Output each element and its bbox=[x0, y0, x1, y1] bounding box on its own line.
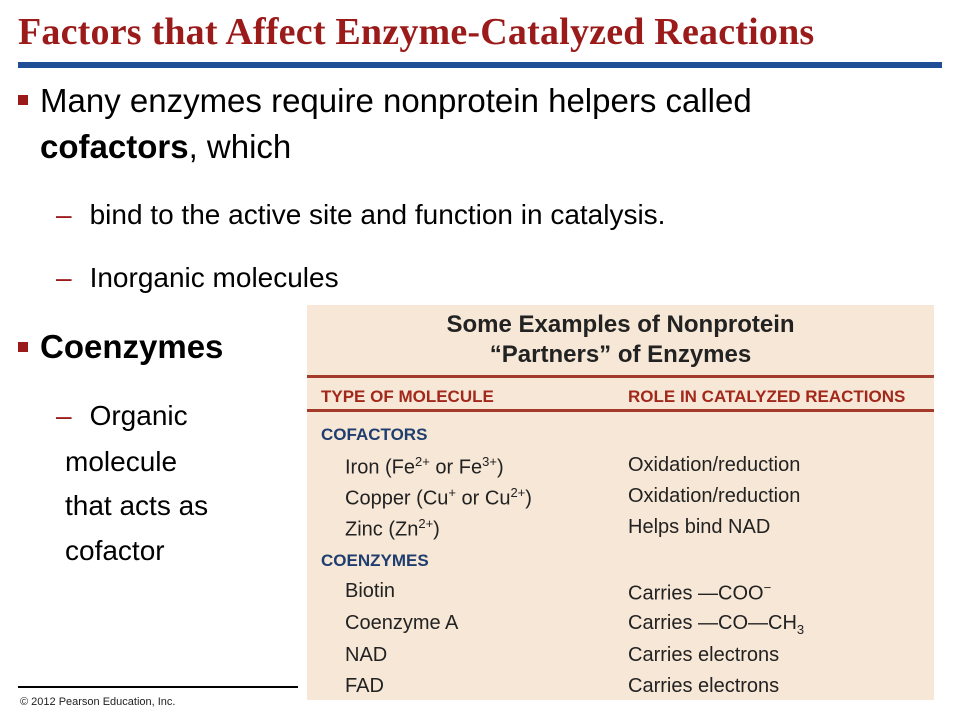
section-cofactors: COFACTORS bbox=[321, 425, 428, 444]
sub-bullet-text: bind to the active site and function in catalysis. bbox=[89, 199, 666, 230]
title-divider bbox=[18, 62, 942, 68]
sub-bullet-active-site bbox=[56, 199, 665, 231]
table-cell-molecule: Zinc $(Zn^{2+})$ bbox=[345, 516, 440, 541]
bullet-square-icon bbox=[18, 95, 28, 105]
table-title-line1: Some Examples of Nonprotein bbox=[446, 311, 795, 338]
sub-bullet-continuation: molecule bbox=[65, 446, 178, 477]
sub-bullet-continuation: cofactor bbox=[65, 535, 165, 566]
table-cell-role: Carries electrons bbox=[628, 644, 780, 666]
cofactors-rest: , which bbox=[188, 128, 292, 165]
table-cell-role: Carries electrons bbox=[628, 675, 780, 697]
copyright-footer: © 2012 Pearson Education, Inc. bbox=[20, 696, 176, 708]
table-title-line2: “Partners” of Enzymes bbox=[489, 341, 752, 368]
table-cell-role: Helps bind NAD bbox=[628, 516, 771, 538]
table-cell-molecule: Biotin bbox=[345, 580, 396, 602]
table-cell-molecule: Coenzyme A bbox=[345, 612, 459, 634]
table-cell-molecule: FAD bbox=[345, 675, 384, 697]
section-coenzymes: COENZYMES bbox=[321, 551, 429, 570]
nonprotein-partners-table bbox=[307, 305, 934, 700]
table-cell-molecule: Copper (Cu+ or $Cu^{2+}$) bbox=[345, 485, 532, 510]
column-header-molecule: TYPE OF MOLECULE bbox=[321, 387, 494, 406]
footer-divider bbox=[18, 686, 298, 688]
sub-bullet-organic bbox=[56, 400, 188, 432]
bullet-square-icon bbox=[18, 342, 28, 352]
column-header-role: ROLE IN CATALYZED REACTIONS bbox=[628, 387, 906, 406]
table-top-rule bbox=[307, 375, 934, 378]
sub-bullet-text: Inorganic molecules bbox=[89, 262, 339, 293]
table-cell-role: Oxidation/reduction bbox=[628, 485, 801, 507]
dash-marker: – bbox=[56, 262, 72, 293]
table-cell-role: Oxidation/reduction bbox=[628, 454, 801, 476]
sub-bullet-continuation: that acts as bbox=[65, 490, 209, 521]
table-cell-molecule: NAD bbox=[345, 644, 388, 666]
dash-marker: – bbox=[56, 400, 72, 431]
cofactors-term: cofactors bbox=[40, 128, 189, 165]
table-header-rule bbox=[307, 409, 934, 412]
sub-bullet-inorganic bbox=[56, 262, 339, 294]
dash-marker: – bbox=[56, 199, 72, 230]
bullet-coenzymes: Coenzymes bbox=[40, 328, 224, 365]
table-cell-molecule: Iron ($Fe^{2+}$ or $Fe^{3+}$) bbox=[345, 454, 504, 479]
sub-bullet-text: Organic bbox=[89, 400, 188, 431]
table-cell-role: Carries $—CO—CH_3$ bbox=[628, 612, 805, 637]
slide-title: Factors that Affect Enzyme-Catalyzed Reactions bbox=[18, 11, 815, 53]
table-cell-role: Carries —COO− bbox=[628, 580, 772, 605]
bullet-cofactors-line2 bbox=[40, 128, 291, 166]
bullet-cofactors-line1: Many enzymes require nonprotein helpers called bbox=[40, 82, 752, 119]
